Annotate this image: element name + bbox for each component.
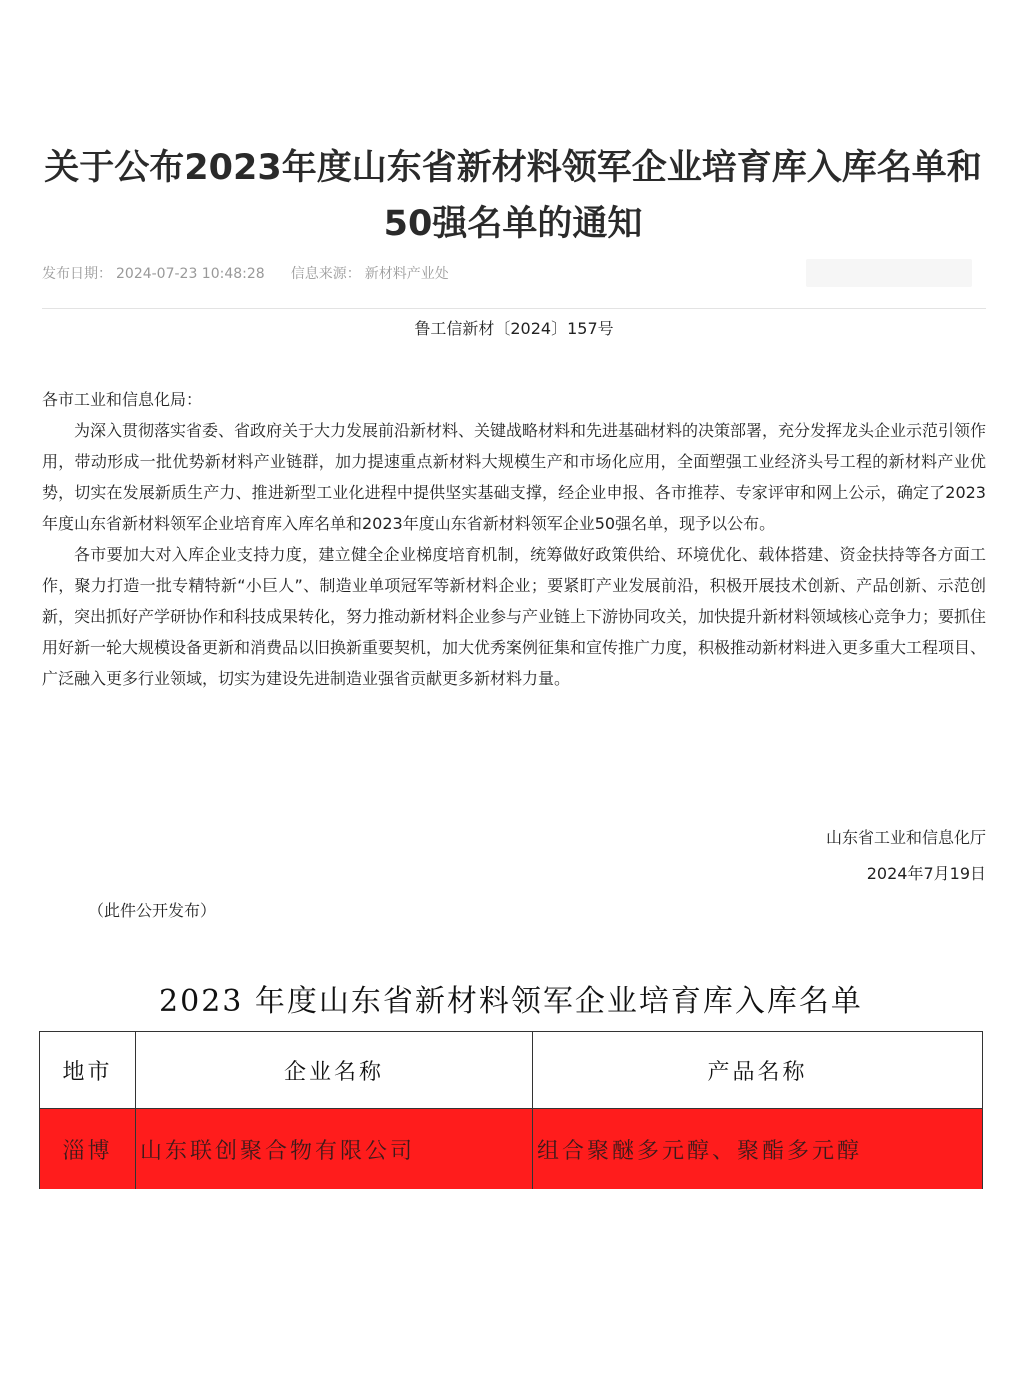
- list-title: 2023 年度山东省新材料领军企业培育库入库名单: [159, 984, 863, 1019]
- source-label: 信息来源：: [290, 266, 361, 282]
- share-toolbar-placeholder: [806, 259, 972, 287]
- cell-product: 组合聚醚多元醇、聚酯多元醇: [533, 1109, 983, 1190]
- source-value: 新材料产业处: [364, 266, 449, 282]
- paragraph-1: 为深入贯彻落实省委、省政府关于大力发展前沿新材料、关键战略材料和先进基础材料的决策部署，充分发挥龙头企业示范引领作用，带动形成一批优势新材料产业链群，加力提速重点新材料大规模生产和市场化应用，全面塑强工业经济头号工程的新材料产业优势，切实在发展新质生产力、推进新型工业化进程中提供坚实基础支撑，经企业申报、各市推荐、专家评审和网上公示，确定了2023年度山东省新材料领军企业培育库入库名单和2023年度山东省新材料领军企业50强名单，现予以公布。: [42, 421, 987, 533]
- paragraph-2: 各市要加大对入库企业支持力度，建立健全企业梯度培育机制，统筹做好政策供给、环境优化、载体搭建、资金扶持等各方面工作，聚力打造一批专精特新“小巨人”、制造业单项冠军等新材料企业；要紧盯产业发展前沿，积极开展技术创新、产品创新、示范创新，突出抓好产学研协作和科技成果转化，努力推动新材料企业参与产业链上下游协同攻关，加快提升新材料领域核心竞争力；要抓住用好新一轮大规模设备更新和消费品以旧换新重要契机，加大优秀案例征集和宣传推广力度，积极推动新材料进入更多重大工程项目、广泛融入更多行业领域，切实为建设先进制造业强省贡献更多新材料力量。: [42, 545, 987, 688]
- header-company: 企业名称: [136, 1032, 533, 1109]
- public-note: （此件公开发布）: [88, 901, 217, 920]
- cell-company: 山东联创聚合物有限公司: [136, 1109, 533, 1190]
- publish-date-label: 发布日期：: [42, 266, 112, 282]
- table-row: [40, 1109, 983, 1190]
- table-header-row: [40, 1032, 983, 1109]
- document-number: 鲁工信新材〔2024〕157号: [414, 319, 614, 338]
- article-title: 关于公布2023年度山东省新材料领军企业培育库入库名单和50强名单的通知: [44, 148, 982, 244]
- signature-date: 2024年7月19日: [866, 864, 986, 883]
- article-body: [42, 384, 986, 694]
- publish-date: 2024-07-23 10:48:28: [116, 266, 265, 282]
- header-product: 产品名称: [533, 1032, 983, 1109]
- header-city: 地市: [40, 1032, 136, 1109]
- signature-org: 山东省工业和信息化厅: [825, 828, 986, 847]
- salutation: 各市工业和信息化局：: [42, 390, 203, 409]
- cell-city: 淄博: [40, 1109, 136, 1190]
- enterprise-list-table: [39, 1031, 983, 1189]
- header-divider: [42, 308, 986, 309]
- article-meta: [42, 263, 453, 283]
